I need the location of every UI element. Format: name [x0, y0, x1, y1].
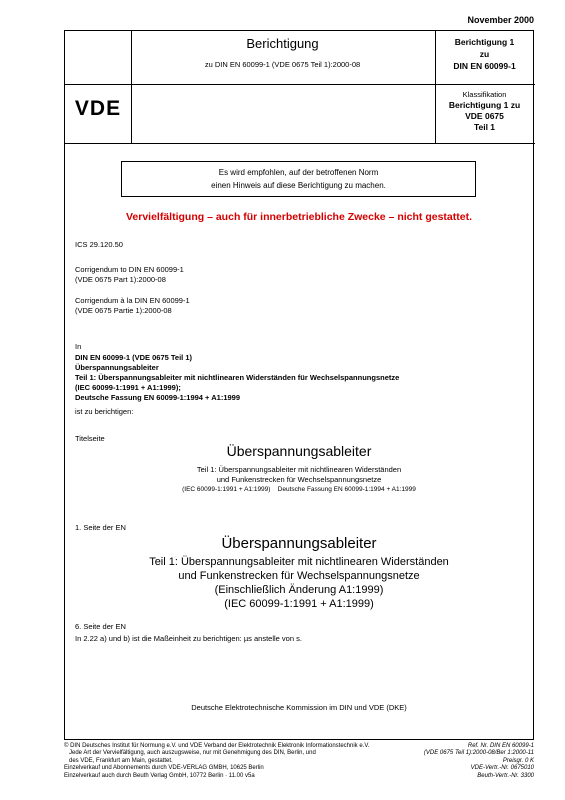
doc-title: Berichtigung	[246, 36, 319, 51]
titelseite-label: Titelseite	[75, 434, 105, 443]
footer-ref-line: Ref. Nr. DIN EN 60099-1	[467, 743, 534, 749]
corrigendum-line: (VDE 0675 Partie 1):2000-08	[75, 306, 172, 315]
footer-ref-line: (VDE 0675 Teil 1):2000-08/Ber 1:2000-11	[423, 750, 534, 757]
doc-designation	[435, 36, 534, 72]
seite6-text: In 2.22 a) und b) ist die Maßeinheit zu berichtigen: µs anstelle von s.	[75, 634, 302, 643]
header-divider-2	[65, 143, 535, 144]
klassifikation-block	[435, 89, 534, 133]
in-block-line: Teil 1: Überspannungsableiter mit nichtlinearen Widerständen für Wechselspannungsnetze	[75, 373, 400, 382]
klassifikation-line: Berichtigung 1 zu	[448, 100, 521, 110]
seite1-line: (IEC 60099-1:1991 + A1:1999)	[224, 598, 374, 610]
seite1-line: (Einschließlich Änderung A1:1999)	[214, 584, 384, 596]
footer-ref-line: Beuth-Vertr.-Nr. 3300	[477, 772, 534, 779]
issue-date: November 2000	[467, 15, 534, 25]
corrigendum-en	[75, 265, 184, 285]
ist-zu-berichtigen: ist zu berichtigen:	[75, 407, 134, 416]
in-block-line: Überspannungsableiter	[75, 363, 159, 372]
copy-warning: Vervielfältigung – auch für innerbetriebliche Zwecke – nicht gestattet.	[125, 211, 472, 223]
corrigendum-fr	[75, 296, 190, 316]
seite1-line: Teil 1: Überspannungsableiter mit nichtlinearen Widerständen	[149, 556, 449, 568]
footer-line: Einzelverkauf und Abonnements durch VDE-VERLAG GMBH, 10625 Berlin	[64, 765, 264, 772]
notice-box	[121, 161, 476, 197]
seite1-title: Überspannungsableiter	[221, 535, 377, 552]
header-divider-1	[65, 84, 535, 85]
klassifikation-label: Klassifikation	[462, 90, 507, 99]
titelseite-line: Teil 1: Überspannungsableiter mit nichtlinearen Widerständen	[196, 465, 402, 474]
in-block-line: Deutsche Fassung EN 60099-1:1994 + A1:1999	[75, 393, 241, 402]
footer-line: Einzelverkauf auch durch Beuth Verlag GmbH, 10772 Berlin · 11.00 v5a	[64, 772, 255, 779]
doc-subtitle: zu DIN EN 60099-1 (VDE 0675 Teil 1):2000-08	[204, 60, 361, 69]
footer-ref-line: VDE-Vertr.-Nr. 0675010	[470, 765, 534, 772]
dke-line: Deutsche Elektrotechnische Kommission im DIN und VDE (DKE)	[191, 703, 407, 712]
designation-line: DIN EN 60099-1	[453, 61, 516, 71]
klassifikation-line: VDE 0675	[465, 111, 504, 121]
corrigendum-line: Corrigendum to DIN EN 60099-1	[75, 265, 184, 274]
seite6-label: 6. Seite der EN	[75, 622, 126, 631]
designation-line: Berichtigung 1	[454, 37, 515, 47]
footer-line: des VDE, Frankfurt am Main, gestattet.	[64, 757, 173, 764]
seite1-lines	[64, 555, 534, 611]
titelseite-line: und Funkenstrecken für Wechselspannungsnetze	[216, 475, 382, 484]
in-label: In	[75, 342, 82, 351]
designation-line: zu	[479, 49, 490, 59]
corrigendum-line: (VDE 0675 Part 1):2000-08	[75, 275, 166, 284]
footer-copyright	[64, 743, 404, 780]
corrigendum-line: Corrigendum à la DIN EN 60099-1	[75, 296, 190, 305]
footer-line: © DIN Deutsches Institut für Normung e.V. und VDE Verband der Elektrotechnik Elektronik Informationstechnik e.V.	[64, 743, 370, 749]
titelseite-lines	[64, 465, 534, 485]
notice-line: Es wird empfohlen, auf der betroffenen Norm	[218, 168, 379, 177]
seite1-label: 1. Seite der EN	[75, 523, 126, 532]
footer-reference	[424, 743, 534, 780]
ics-code: ICS 29.120.50	[75, 240, 123, 249]
in-block-line: (IEC 60099-1:1991 + A1:1999);	[75, 383, 181, 392]
footer-ref-line: Preisgr. 0 K	[502, 757, 534, 764]
notice-line: einen Hinweis auf diese Berichtigung zu machen.	[211, 181, 386, 190]
titelseite-title: Überspannungsableiter	[226, 443, 372, 459]
footer-line: Jede Art der Vervielfältigung, auch auszugsweise, nur mit Genehmigung des DIN, Berlin, und	[64, 750, 316, 757]
in-block	[75, 353, 399, 403]
vde-logo: VDE	[74, 97, 122, 120]
klassifikation-line: Teil 1	[473, 122, 496, 132]
in-block-line: DIN EN 60099-1 (VDE 0675 Teil 1)	[75, 353, 192, 362]
seite1-line: und Funkenstrecken für Wechselspannungsnetze	[178, 570, 420, 582]
titelseite-ref: (IEC 60099-1:1991 + A1:1999) Deutsche Fassung EN 60099-1:1994 + A1:1999	[182, 486, 416, 493]
